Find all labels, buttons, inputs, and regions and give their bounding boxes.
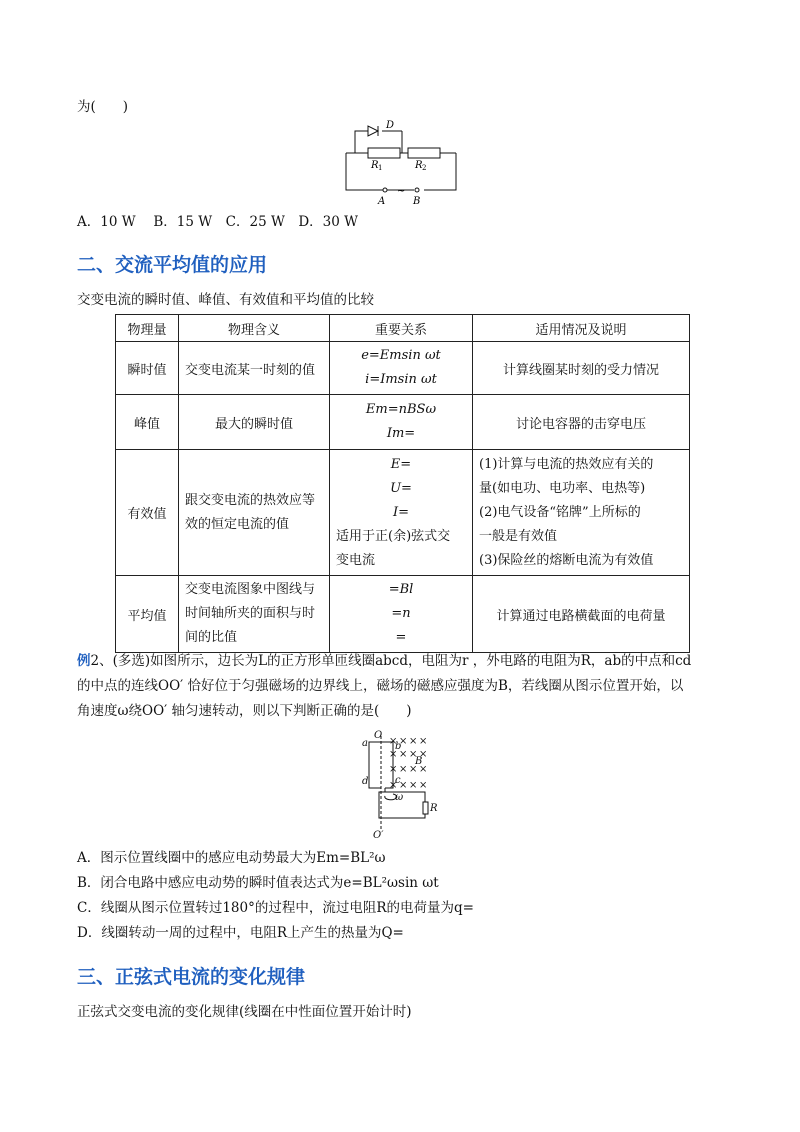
field-x-mark: × [389,764,398,775]
table-row [116,576,690,653]
field-x-mark: × [409,780,418,791]
table-cell-relations [330,395,473,450]
diode-resistor-circuit-diagram [338,118,463,208]
relation-line: I= [392,504,410,520]
field-x-mark: × [409,736,418,747]
table-header: 物理量 [116,315,179,342]
example2-line1 [77,651,691,671]
field-x-mark: × [389,749,398,760]
table-cell-name: 峰值 [116,395,179,450]
option-a: A．图示位置线圈中的感应电动势最大为Em=BL²ω [77,850,386,866]
note-line: 量(如电功、电功率、电热等) [479,480,646,496]
table-row [116,450,690,576]
relation-line: = [395,630,407,645]
label-a-corner: a [362,738,368,749]
table-cell-name: 平均值 [116,576,179,653]
table-cell-notes: 讨论电容器的击穿电压 [473,395,690,450]
label-resistor-r: R [430,803,438,814]
table-cell-relations [330,342,473,395]
coil-left-half [369,742,381,788]
section3-intro: 正弦式交变电流的变化规律(线圈在中性面位置开始计时) [77,1004,412,1020]
option-c: C．线圈从图示位置转过180°的过程中，流过电阻R的电荷量为q= [77,900,474,916]
question-stem-end: 为( ) [77,99,129,115]
label-field-b: B [415,756,423,767]
table-cell-meaning: 跟交变电流的热效应等效的恒定电流的值 [179,450,330,576]
section2-title: 二、交流平均值的应用 [77,254,268,276]
note-line: (3)保险丝的熔断电流为有效值 [479,552,654,568]
relation-line: e=Emsin ωt [361,348,441,363]
diode-symbol [368,126,378,136]
table-row [116,342,690,395]
note-line: (1)计算与电流的热效应有关的 [479,456,654,472]
field-x-mark: × [399,764,408,775]
field-x-mark: × [409,749,418,760]
label-b: B [413,196,421,207]
note-line: 一般是有效值 [479,528,558,544]
field-x-mark: × [419,736,428,747]
table-cell-relations [330,450,473,576]
field-x-mark: × [419,764,428,775]
field-x-mark: × [419,749,428,760]
relation-line: i=Imsin ωt [365,372,437,387]
label-o-prime: O′ [373,830,384,840]
label-ac-source: ~ [397,186,406,197]
option-d: D．线圈转动一周的过程中，电阻R上产生的热量为Q= [77,925,404,941]
field-x-mark: × [409,764,418,775]
field-x-mark: × [389,780,398,791]
field-x-mark: × [399,736,408,747]
table-header: 物理含义 [179,315,330,342]
label-d-corner: d [362,776,369,787]
table-cell-notes: 计算线圈某时刻的受力情况 [473,342,690,395]
example2-line3: 角速度ω绕OO′ 轴匀速转动，则以下判断正确的是( ) [77,703,412,719]
field-x-mark: × [389,736,398,747]
relation-line: Im= [386,426,416,441]
table-cell-name: 瞬时值 [116,342,179,395]
relation-line: =n [391,606,411,621]
example-label: 例 [77,653,91,669]
label-b-corner: b [395,741,402,752]
field-x-mark: × [399,749,408,760]
resistor-r2-symbol [408,148,440,158]
label-r2: R [415,160,423,171]
relation-line: 适用于正(余)弦式交 [336,528,451,544]
table-cell-meaning: 交变电流某一时刻的值 [179,342,330,395]
table-header: 适用情况及说明 [473,315,690,342]
note-line: (2)电气设备“铭牌”上所标的 [479,504,641,520]
example2-line2: 的中点的连线OO′ 恰好位于匀强磁场的边界线上，磁场的磁感应强度为B，若线圈从图示位置开始，以 [77,678,684,694]
example2-text: 2、(多选)如图所示，边长为L的正方形单匝线圈abcd，电阻为r ，外电路的电阻为R，ab的中点和cd [90,653,692,669]
label-r1-sub: 1 [378,164,383,172]
resistor-r1-symbol [368,148,400,158]
option-b: B．闭合电路中感应电动势的瞬时值表达式为e=BL²ωsin ωt [77,875,439,891]
relation-line: =Bl [388,582,414,597]
label-r2-sub: 2 [422,164,427,172]
question-options: A．10 W B．15 W C．25 W D．30 W [77,214,358,230]
rotating-coil-diagram [355,730,445,840]
table-cell-notes [473,450,690,576]
resistor-r-symbol [423,802,428,814]
table-header-row [116,315,690,342]
label-r1: R [371,160,379,171]
relation-line: U= [390,480,412,496]
field-x-mark: × [419,780,428,791]
table-row [116,395,690,450]
table-cell-meaning: 最大的瞬时值 [179,395,330,450]
label-c-corner: c [395,775,401,786]
label-omega: ω [395,792,404,803]
table-cell-meaning: 交变电流图象中图线与时间轴所夹的面积与时间的比值 [179,576,330,653]
section2-intro: 交变电流的瞬时值、峰值、有效值和平均值的比较 [77,292,374,308]
label-d: D [386,120,395,131]
label-o: O [374,730,383,741]
field-x-mark: × [399,780,408,791]
comparison-table [115,314,690,653]
section3-title: 三、正弦式电流的变化规律 [77,966,306,988]
relation-line: E= [390,456,412,472]
table-header: 重要关系 [330,315,473,342]
table-cell-notes: 计算通过电路横截面的电荷量 [473,576,690,653]
label-a: A [378,196,386,207]
relation-line: Em=nBSω [365,402,437,417]
table-cell-name: 有效值 [116,450,179,576]
relation-line: 变电流 [336,552,376,568]
table-cell-relations [330,576,473,653]
